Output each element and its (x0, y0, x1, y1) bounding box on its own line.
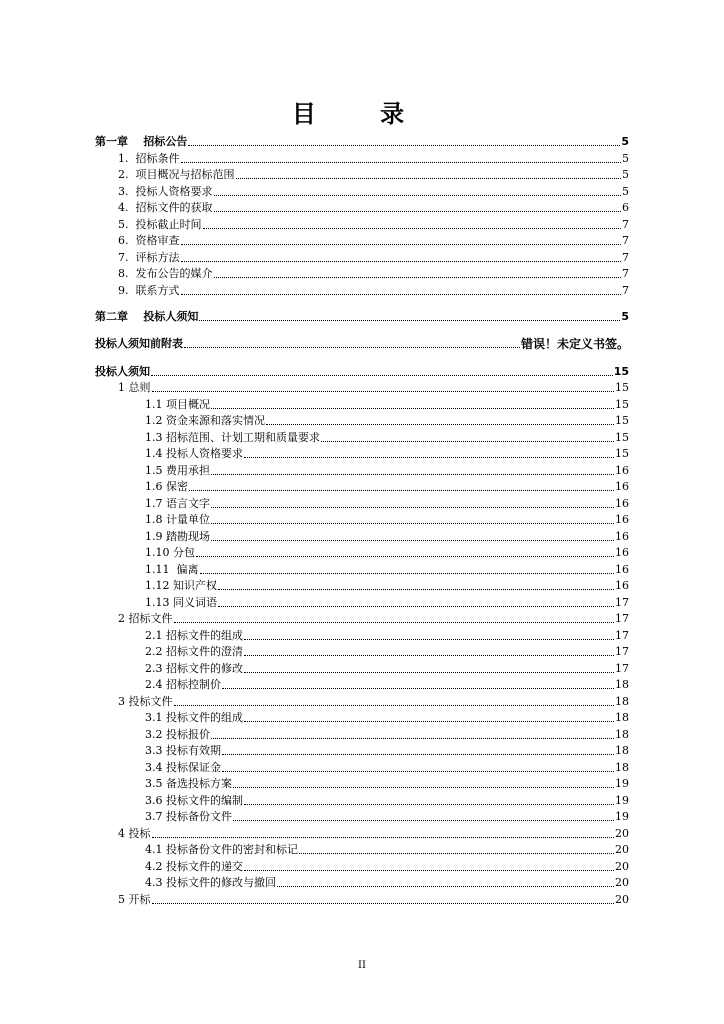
dot-leader (214, 277, 622, 278)
toc-entry[interactable] (118, 199, 629, 215)
toc-entry-label: 4.1 投标备份文件的密封和标记 (145, 843, 298, 856)
dot-leader (189, 490, 614, 491)
toc-entry-page: 17 (615, 629, 629, 642)
dot-leader (218, 606, 614, 607)
page-title: 目 录 (291, 100, 433, 128)
dot-leader (277, 886, 614, 887)
toc-entry-page: 16 (615, 579, 629, 592)
toc-entry[interactable] (145, 660, 629, 676)
toc-entry[interactable] (145, 528, 629, 544)
toc-entry-label: 4.2 投标文件的递交 (145, 860, 243, 873)
dot-leader (211, 738, 614, 739)
dot-leader (181, 162, 622, 163)
toc-entry-page: 15 (615, 431, 629, 444)
toc-entry-label: 第一章 招标公告 (95, 135, 188, 148)
toc-entry-label: 2.3 招标文件的修改 (145, 662, 243, 675)
toc-entry[interactable] (118, 150, 629, 166)
toc-entry-label: 1.7 语言文字 (145, 497, 210, 510)
dot-leader (244, 870, 614, 871)
toc-entry-page: 15 (615, 447, 629, 460)
toc-entry-page: 19 (615, 810, 629, 823)
toc-entry-page: 7 (622, 234, 629, 247)
dot-leader (151, 375, 613, 376)
toc-entry-label: 1.6 保密 (145, 480, 188, 493)
toc-entry-label: 2 招标文件 (118, 612, 173, 625)
dot-leader (233, 787, 614, 788)
toc-entry-label: 3.6 投标文件的编制 (145, 794, 243, 807)
toc-entry-label: 3 投标文件 (118, 695, 173, 708)
toc-entry-label: 3.3 投标有效期 (145, 744, 221, 757)
dot-leader (188, 145, 620, 146)
toc-entry-page: 18 (615, 728, 629, 741)
toc-entry[interactable] (145, 511, 629, 527)
toc-entry[interactable] (95, 133, 629, 149)
toc-entry-label: 2.4 招标控制价 (145, 678, 221, 691)
toc-entry[interactable] (145, 462, 629, 478)
toc-entry[interactable] (118, 166, 629, 182)
toc-entry-page: 16 (615, 546, 629, 559)
toc-entry-label: 5. 投标截止时间 (118, 218, 202, 231)
toc-entry-page: 17 (615, 612, 629, 625)
toc-entry[interactable] (145, 478, 629, 494)
dot-leader (181, 244, 622, 245)
dot-leader (299, 853, 614, 854)
dot-leader (211, 540, 614, 541)
toc-entry-label: 1.8 计量单位 (145, 513, 210, 526)
toc-entry-page: 18 (615, 695, 629, 708)
toc-entry-label: 1.2 资金来源和落实情况 (145, 414, 265, 427)
toc-entry-page: 16 (615, 497, 629, 510)
toc-entry-page: 17 (615, 662, 629, 675)
toc-entry-label: 1.4 投标人资格要求 (145, 447, 243, 460)
dot-leader (152, 391, 615, 392)
toc-entry-label: 2.1 招标文件的组成 (145, 629, 243, 642)
toc-entry-page: 18 (615, 678, 629, 691)
toc-entry-page: 16 (615, 480, 629, 493)
toc-entry-page: 15 (615, 398, 629, 411)
dot-leader (199, 320, 620, 321)
toc-entry[interactable] (145, 544, 629, 560)
toc-entry[interactable] (118, 249, 629, 265)
toc-entry-page: 错误！未定义书签。 (520, 337, 629, 351)
dot-leader (184, 347, 520, 348)
toc-entry[interactable] (95, 363, 629, 379)
toc-entry-label: 2. 项目概况与招标范围 (118, 168, 235, 181)
toc-entry-page: 20 (615, 876, 629, 889)
toc-entry-label: 投标人须知前附表 (95, 337, 183, 350)
toc-entry-label: 3. 投标人资格要求 (118, 185, 213, 198)
toc-entry-label: 7. 评标方法 (118, 251, 180, 264)
toc-entry-label: 1.5 费用承担 (145, 464, 210, 477)
toc-entry-page: 19 (615, 794, 629, 807)
toc-entry[interactable] (145, 759, 629, 775)
toc-entry-page: 18 (615, 761, 629, 774)
toc-entry[interactable] (145, 594, 629, 610)
toc-entry-page: 7 (622, 267, 629, 280)
toc-entry-page: 5 (621, 310, 629, 323)
toc-entry-label: 3.7 投标备份文件 (145, 810, 232, 823)
toc-entry[interactable] (145, 742, 629, 758)
dot-leader (211, 474, 614, 475)
page-number-footer: II (358, 960, 366, 971)
toc-entry-page: 19 (615, 777, 629, 790)
toc-entry-label: 1.3 招标范围、计划工期和质量要求 (145, 431, 320, 444)
dot-leader (152, 903, 615, 904)
toc-entry-label: 6. 资格审查 (118, 234, 180, 247)
toc-entry-label: 1.1 项目概况 (145, 398, 210, 411)
toc-entry-page: 15 (613, 365, 629, 378)
dot-leader (222, 754, 614, 755)
toc-entry[interactable] (145, 627, 629, 643)
toc-entry[interactable] (145, 792, 629, 808)
toc-entry-page: 6 (622, 201, 629, 214)
toc-entry-page: 7 (622, 218, 629, 231)
dot-leader (181, 294, 622, 295)
toc-entry-label: 1.11 偏离 (145, 563, 199, 576)
toc-entry-label: 投标人须知 (95, 365, 150, 378)
toc-entry[interactable] (145, 429, 629, 445)
toc-entry-label: 1. 招标条件 (118, 152, 180, 165)
toc-entry-page: 17 (615, 645, 629, 658)
toc-entry-label: 4.3 投标文件的修改与撤回 (145, 876, 276, 889)
toc-entry-label: 1.12 知识产权 (145, 579, 217, 592)
toc-entry-page: 16 (615, 530, 629, 543)
toc-entry-label: 3.5 备选投标方案 (145, 777, 232, 790)
toc-entry-label: 2.2 招标文件的澄清 (145, 645, 243, 658)
dot-leader (214, 211, 622, 212)
toc-entry[interactable] (95, 308, 629, 324)
toc-entry[interactable] (145, 396, 629, 412)
dot-leader (244, 672, 614, 673)
toc-entry-page: 18 (615, 711, 629, 724)
dot-leader (174, 622, 615, 623)
toc-entry-page: 18 (615, 744, 629, 757)
toc-entry[interactable] (118, 216, 629, 232)
toc-entry-label: 5 开标 (118, 893, 151, 906)
toc-entry-label: 1.10 分包 (145, 546, 195, 559)
dot-leader (266, 424, 614, 425)
dot-leader (181, 261, 622, 262)
toc-entry-label: 3.4 投标保证金 (145, 761, 221, 774)
toc-entry[interactable] (145, 709, 629, 725)
toc-entry[interactable] (145, 841, 629, 857)
toc-entry-label: 1.9 踏勘现场 (145, 530, 210, 543)
dot-leader (244, 721, 614, 722)
toc-entry[interactable] (145, 775, 629, 791)
toc-entry-label: 3.1 投标文件的组成 (145, 711, 243, 724)
toc-entry[interactable] (145, 445, 629, 461)
toc-entry-page: 5 (622, 185, 629, 198)
toc-entry-page: 20 (615, 843, 629, 856)
toc-entry-page: 20 (615, 893, 629, 906)
toc-entry-label: 第二章 投标人须知 (95, 310, 199, 323)
toc-entry-label: 9. 联系方式 (118, 284, 180, 297)
toc-entry[interactable] (145, 874, 629, 890)
dot-leader (244, 639, 614, 640)
toc-entry[interactable] (118, 825, 629, 841)
toc-entry-page: 17 (615, 596, 629, 609)
dot-leader (196, 556, 614, 557)
dot-leader (222, 771, 614, 772)
toc-entry[interactable] (145, 858, 629, 874)
dot-leader (321, 441, 614, 442)
toc-entry-page: 7 (622, 251, 629, 264)
toc-entry[interactable] (95, 335, 629, 351)
dot-leader (211, 408, 614, 409)
dot-leader (211, 523, 614, 524)
toc-entry-page: 15 (615, 381, 629, 394)
toc-entry-page: 5 (621, 135, 629, 148)
toc-entry-label: 1 总则 (118, 381, 151, 394)
toc-entry-label: 1.13 同义词语 (145, 596, 217, 609)
toc-entry-page: 5 (622, 168, 629, 181)
toc-entry-page: 16 (615, 513, 629, 526)
toc-entry[interactable] (118, 232, 629, 248)
toc-entry-page: 20 (615, 860, 629, 873)
toc-entry[interactable] (118, 183, 629, 199)
toc-entry[interactable] (145, 495, 629, 511)
dot-leader (200, 573, 615, 574)
toc-entry-page: 15 (615, 414, 629, 427)
toc-entry[interactable] (145, 643, 629, 659)
dot-leader (222, 688, 614, 689)
dot-leader (218, 589, 614, 590)
toc-entry[interactable] (145, 808, 629, 824)
toc-entry-page: 7 (622, 284, 629, 297)
toc-entry-label: 4. 招标文件的获取 (118, 201, 213, 214)
dot-leader (152, 837, 615, 838)
toc-entry-label: 3.2 投标报价 (145, 728, 210, 741)
toc-entry[interactable] (118, 282, 629, 298)
dot-leader (244, 804, 614, 805)
toc-entry-label: 8. 发布公告的媒介 (118, 267, 213, 280)
dot-leader (211, 507, 614, 508)
toc-entry[interactable] (145, 561, 629, 577)
toc-entry-page: 5 (622, 152, 629, 165)
toc-entry-page: 16 (615, 563, 629, 576)
toc-entry[interactable] (118, 379, 629, 395)
toc-entry[interactable] (118, 610, 629, 626)
dot-leader (244, 655, 614, 656)
dot-leader (214, 195, 622, 196)
toc-entry-page: 16 (615, 464, 629, 477)
dot-leader (174, 705, 615, 706)
toc-entry[interactable] (118, 265, 629, 281)
toc-entry[interactable] (145, 577, 629, 593)
dot-leader (236, 178, 622, 179)
toc-entry[interactable] (145, 676, 629, 692)
toc-entry[interactable] (145, 412, 629, 428)
toc-entry[interactable] (118, 891, 629, 907)
toc-entry[interactable] (118, 693, 629, 709)
toc-entry[interactable] (145, 726, 629, 742)
dot-leader (203, 228, 622, 229)
toc-entry-page: 20 (615, 827, 629, 840)
toc-entry-label: 4 投标 (118, 827, 151, 840)
dot-leader (233, 820, 614, 821)
dot-leader (244, 457, 614, 458)
